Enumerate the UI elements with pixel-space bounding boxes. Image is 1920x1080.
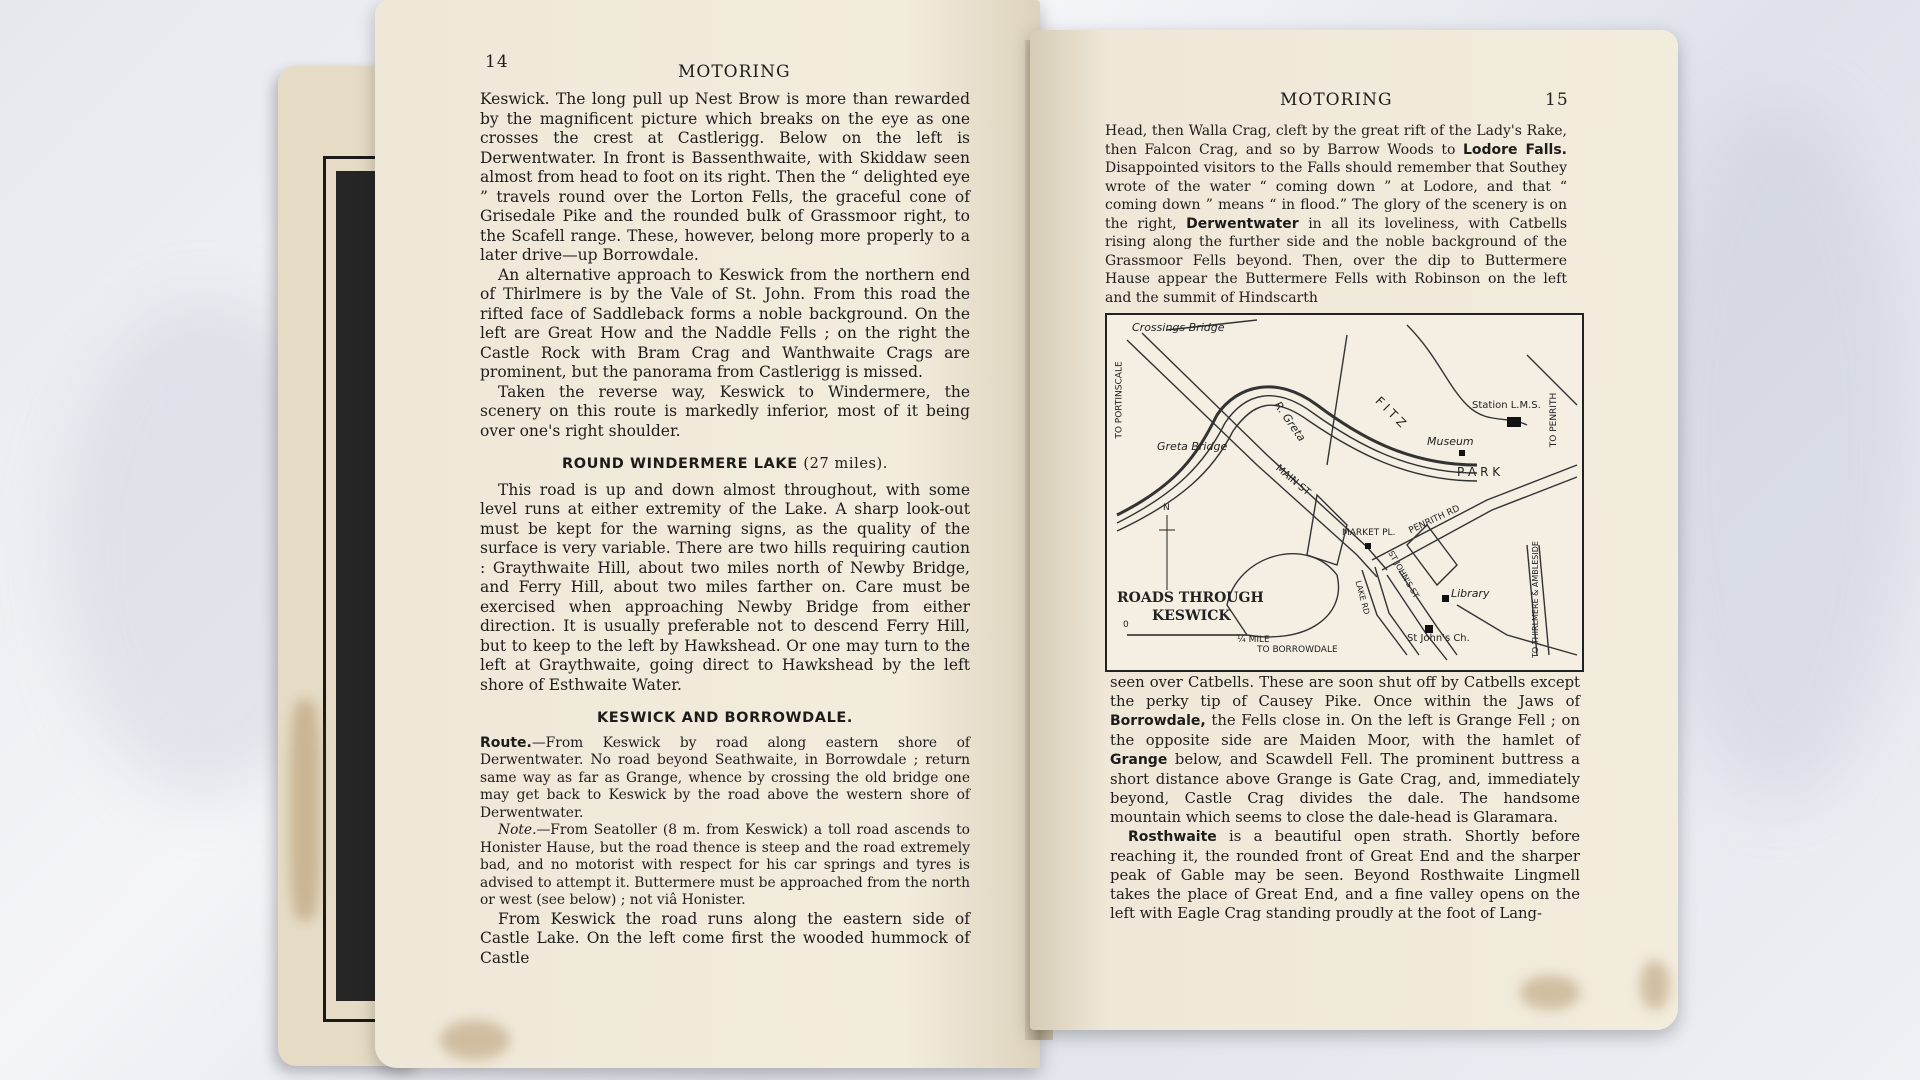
left-paragraph-3: Taken the reverse way, Keswick to Windermere, the scenery on this route is markedly inferior, most of it being over one's right shoulder. xyxy=(480,382,970,440)
label-penrith-rd: PENRITH RD xyxy=(1407,503,1462,537)
cloth-shadow xyxy=(1650,100,1910,800)
left-page-body xyxy=(480,90,970,968)
right-para1-part-c: in all its loveliness, with Catbells rising along the further side and the noble background of the Grassmoor Fells beyond. Then, over the dip to Buttermere Hause appear the Buttermere Fells with Robinson on the left and the summit of Hindscarth xyxy=(1105,215,1568,306)
label-park: P A R K xyxy=(1457,465,1501,479)
keswick-road-map xyxy=(1105,313,1584,672)
label-library: Library xyxy=(1451,587,1490,600)
right-page-upper xyxy=(1105,122,1567,307)
label-st-johns-ch: St John's Ch. xyxy=(1407,633,1470,644)
derwentwater: Derwentwater xyxy=(1186,215,1299,232)
note-paragraph xyxy=(480,822,970,910)
foxing-stain xyxy=(1520,975,1580,1010)
left-page-number: 14 xyxy=(485,52,509,72)
note-text: —From Seatoller (8 m. from Keswick) a toll road ascends to Honister Hause, but the road thence is steep and the road extremely bad, and no motorist with respect for his car springs and tyres is advised to attempt it. Buttermere must be approached from the north or west (see below) ; not viâ Honister. xyxy=(480,822,970,908)
map-title-line2: KESWICK xyxy=(1152,608,1231,624)
right-page-number: 15 xyxy=(1545,90,1569,110)
section-heading-borrowdale: KESWICK AND BORROWDALE. xyxy=(596,710,854,726)
lodore-falls: Lodore Falls. xyxy=(1462,141,1567,158)
right-paragraph-2 xyxy=(1110,673,1580,827)
label-to-borrowdale: TO BORROWDALE xyxy=(1257,645,1338,655)
right-running-head: MOTORING xyxy=(1280,90,1393,110)
scale-mile: ¼ MILE xyxy=(1237,635,1270,645)
right-para1-part-b: Disappointed visitors to the Falls should remember that Southey wrote of the water “ coming down ” at Lodore, and that “ coming down ” means “ in flood.” The glory of the scenery is on the right, xyxy=(1105,160,1567,232)
right-paragraph-1 xyxy=(1105,122,1567,307)
foxing-stain xyxy=(1640,960,1670,1010)
label-crossings-bridge: Crossings Bridge xyxy=(1132,321,1225,334)
scale-zero: 0 xyxy=(1123,620,1129,630)
label-st-johns-st: ST JOHN'S ST xyxy=(1386,549,1421,600)
left-paragraph-4: This road is up and down almost throughout, with some level runs at either extremity of the Lake. A sharp look-out must be kept for the warning signs, as the quality of the surface is very variable. There are two hills requiring caution : Graythwaite Hill, about two miles north of Newby Bridge, and Ferry Hill, about two miles farther on. Care must be exercised when approaching Newby Bridge from either direction. It is usually preferable not to descend Ferry Hill, but to keep to the left by Hawkshead. Or one may turn to the left at Graythwaite, going direct to Hawkshead by the left shore of Esthwaite Water. xyxy=(480,480,970,694)
label-station: Station L.M.S. xyxy=(1472,400,1541,411)
right-para2-part-b: the Fells close in. On the left is Grange Fell ; on the opposite side are Maiden Moor, with the hamlet of xyxy=(1110,712,1580,749)
label-museum: Museum xyxy=(1427,435,1474,448)
grange: Grange xyxy=(1110,752,1168,768)
label-to-thirlmere: TO THIRLMERE & AMBLESIDE xyxy=(1530,541,1540,658)
section-heading-windermere xyxy=(480,455,970,475)
label-to-penrith: TO PENRITH xyxy=(1549,392,1560,448)
label-market-pl: MARKET PL. xyxy=(1342,528,1396,538)
left-paragraph-2: An alternative approach to Keswick from the northern end of Thirlmere is by the Vale of St. John. From this road the rifted face of Saddleback forms a noble background. On the left are Great How and the Naddle Fells ; on the right the Castle Rock with Bram Crag and Wanthwaite Crags are prominent, but the panorama from Castlerigg is missed. xyxy=(480,265,970,381)
right-para2-part-a: seen over Catbells. These are soon shut off by Catbells except the perky tip of Causey Pike. Once within the Jaws of xyxy=(1110,674,1580,710)
right-paragraph-3 xyxy=(1110,827,1580,923)
note-label: Note. xyxy=(498,822,537,838)
label-r-greta: R. Greta xyxy=(1271,399,1309,444)
label-main-st: MAIN ST xyxy=(1273,462,1313,499)
route-text: —From Keswick by road along eastern shore of Derwentwater. No road beyond Seathwaite, in Borrowdale ; return same way as far as Grange, whence by crossing the old bridge one may get back to Keswick by the road above the western shore of Derwentwater. xyxy=(480,734,970,821)
route-paragraph xyxy=(480,735,970,823)
section-title-windermere: ROUND WINDERMERE LAKE xyxy=(561,456,798,472)
left-paragraph-1: Keswick. The long pull up Nest Brow is more than rewarded by the magnificent picture which breaks on the eye as one crosses the crest at Castlerigg. Below on the left is Derwentwater. In front is Bassenthwaite, with Skiddaw seen almost from head to foot on its right. Then the “ delighted eye ” travels round over the Lorton Fells, the graceful cone of Grisedale Pike and the rounded bulk of Grassmoor right, to the Scafell range. These, however, belong more properly to a later drive—up Borrowdale. xyxy=(480,90,970,264)
north-label: N xyxy=(1163,503,1170,513)
label-greta-bridge: Greta Bridge xyxy=(1157,440,1228,453)
rosthwaite: Rosthwaite xyxy=(1128,829,1217,845)
route-label: Route. xyxy=(480,734,532,751)
foxing-stain xyxy=(440,1020,510,1060)
label-lake-rd: LAKE RD xyxy=(1353,579,1372,616)
right-para3-text: is a beautiful open strath. Shortly before reaching it, the rounded front of Great End and the sharper peak of Gable may be seen. Beyond Rosthwaite Lingmell takes the place of Great End, and a fine valley opens on the left with Eagle Crag standing proudly at the foot of Lang- xyxy=(1110,828,1580,922)
foxing-stain xyxy=(290,700,320,920)
label-fitz: F I T Z xyxy=(1372,393,1409,431)
section-miles: (27 miles). xyxy=(803,456,889,472)
left-paragraph-5: From Keswick the road runs along the eastern side of Castle Lake. On the left come first the wooded hummock of Castle xyxy=(480,909,970,967)
map-title-line1: ROADS THROUGH xyxy=(1117,590,1264,606)
borrowdale: Borrowdale, xyxy=(1110,713,1206,729)
right-page-lower xyxy=(1110,673,1580,923)
left-running-head: MOTORING xyxy=(678,62,791,82)
right-para1-part-a: Head, then Walla Crag, cleft by the great rift of the Lady's Rake, then Falcon Crag, and so by Barrow Woods to xyxy=(1105,123,1567,158)
right-para2-part-c: below, and Scawdell Fell. The prominent buttress a short distance above Grange is Gate Crag, and, immediately beyond, Castle Crag divides the dale. The handsome mountain which seems to close the dale-head is Glaramara. xyxy=(1110,751,1580,826)
label-to-portinscale: TO PORTINSCALE xyxy=(1114,361,1125,439)
